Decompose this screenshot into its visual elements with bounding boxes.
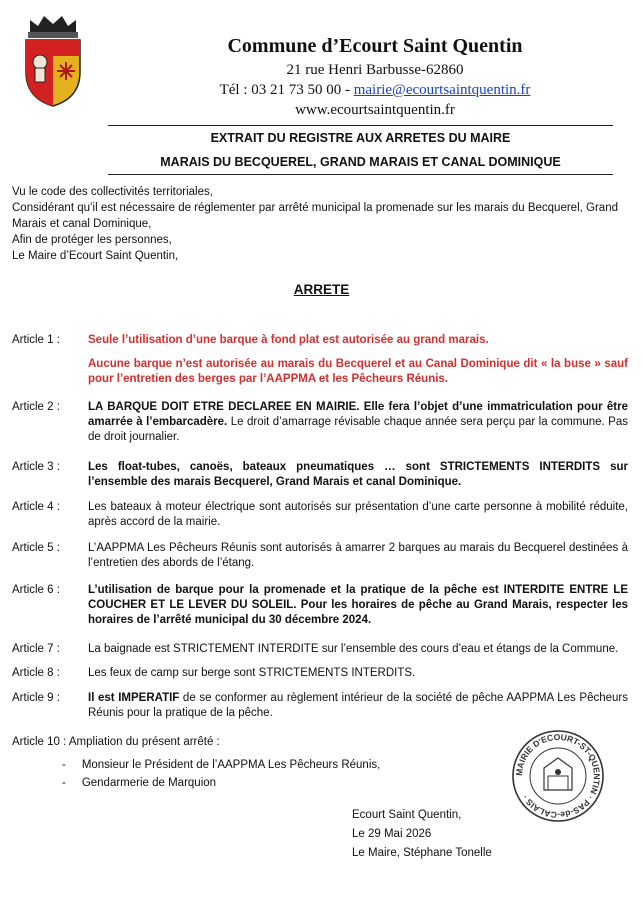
article-9-rest: de se conformer au règlement intérieur de la société de pêche AAPPMA Les Pêcheurs Réunis pour la pratique de la pêche. [88, 692, 628, 719]
article-label: Article 8 : [12, 667, 60, 679]
article-9-bold: Il est IMPERATIF [88, 692, 180, 704]
arrete-heading: ARRETE [293, 282, 350, 297]
title-rule-top [108, 125, 613, 126]
commune-address: 21 rue Henri Barbusse-62860 [286, 62, 464, 78]
article-label: Article 3 : [12, 461, 60, 473]
website-link[interactable]: www.ecourtsaintquentin.fr [295, 102, 455, 118]
preamble-line: Considérant qu’il est nécessaire de réglementer par arrêté municipal la promenade sur les marais du Becquerel, Grand [12, 202, 618, 214]
article-2-text [88, 400, 628, 445]
article-2-bold: LA BARQUE DOIT ETRE DECLAREE EN MAIRIE. Elle fera l’objet d’une immatriculation pour être amarrée à l’embarcadère. [88, 401, 628, 428]
distribution-text: Gendarmerie de Marquion [81, 777, 217, 789]
article-10-label: Article 10 : Ampliation du présent arrêté : [12, 736, 220, 748]
article-label: Article 6 : [12, 584, 60, 596]
article-4-text: Les bateaux à moteur électrique sont autorisés sur présentation d’une carte personne à mobilité réduite, après accord de la mairie. [88, 501, 628, 528]
phone-number: Tél : 03 21 73 50 00 - [219, 82, 354, 98]
title-rule-bottom [108, 174, 613, 175]
article-9-text [88, 691, 628, 721]
article-2-rest: Le droit d’amarrage révisable chaque année sera perçu par la commune. Pas de droit journalier. [88, 416, 629, 443]
article-3-text: Les float-tubes, canoës, bateaux pneumatiques … sont STRICTEMENTS INTERDITS sur l’ensemble des marais Becquerel, Grand Marais et canal Dominique. [88, 461, 628, 488]
register-title: EXTRAIT DU REGISTRE AUX ARRETES DU MAIRE [210, 131, 511, 145]
preamble-line: Afin de protéger les personnes, [12, 234, 172, 246]
signature-date: Le 29 Mai 2026 [352, 828, 432, 840]
article-6-text: L’utilisation de barque pour la promenade et la pratique de la pêche est INTERDITE ENTRE LE COUCHER ET LE LEVER DU SOLEIL. Pour les horaires de pêche au Grand Marais, respecter les horaires de l’arrêté municipal du 30 décembre 2024. [88, 584, 628, 626]
article-1-text: Seule l’utilisation d’une barque à fond plat est autorisée au grand marais. [88, 334, 489, 346]
distribution-text: Monsieur le Président de l’AAPPMA Les Pêcheurs Réunis, [81, 759, 381, 771]
article-1-text-2: Aucune barque n’est autorisée au marais du Becquerel et au Canal Dominique dit « la buse » sauf pour l’entretien des berges par l’AAPPMA et les Pêcheurs Réunis. [88, 358, 628, 385]
article-8-text: Les feux de camp sur berge sont STRICTEMENTS INTERDITS. [88, 667, 416, 679]
signature-signer: Le Maire, Stéphane Tonelle [352, 847, 492, 859]
mairie-stamp [510, 728, 606, 824]
article-7-text: La baignade est STRICTEMENT INTERDITE sur l’ensemble des cours d’eau et étangs de la Commune. [88, 643, 619, 655]
article-label: Article 7 : [12, 643, 60, 655]
stamp-ring-text: MAIRIE D'ECOURT-ST-QUENTIN · PAS-de-CALAIS · [513, 731, 603, 821]
signature-place: Ecourt Saint Quentin, [352, 809, 462, 821]
preamble-line: Le Maire d’Ecourt Saint Quentin, [12, 250, 179, 262]
article-5-text: L’AAPPMA Les Pêcheurs Réunis sont autorisés à amarrer 2 barques au marais du Becquerel destinées à l’entretien des abords de l’étang. [88, 542, 628, 569]
article-label: Article 1 : [12, 334, 60, 346]
contact-line [140, 82, 610, 99]
distribution-item: - Monsieur le Président de l’AAPPMA Les Pêcheurs Réunis, [62, 759, 381, 771]
article-label: Article 4 : [12, 501, 60, 513]
commune-name: Commune d’Ecourt Saint Quentin [227, 35, 523, 57]
article-label: Article 5 : [12, 542, 60, 554]
article-label: Article 2 : [12, 401, 60, 413]
preamble-line: Vu le code des collectivités territoriales, [12, 186, 213, 198]
coat-of-arms-logo [22, 12, 84, 108]
distribution-item: - Gendarmerie de Marquion [62, 777, 217, 789]
preamble-line: Marais et canal Dominique, [12, 218, 152, 230]
subject-title: MARAIS DU BECQUEREL, GRAND MARAIS ET CANAL DOMINIQUE [160, 155, 561, 169]
article-label: Article 9 : [12, 692, 60, 704]
email-link[interactable]: mairie@ecourtsaintquentin.fr [353, 82, 531, 98]
